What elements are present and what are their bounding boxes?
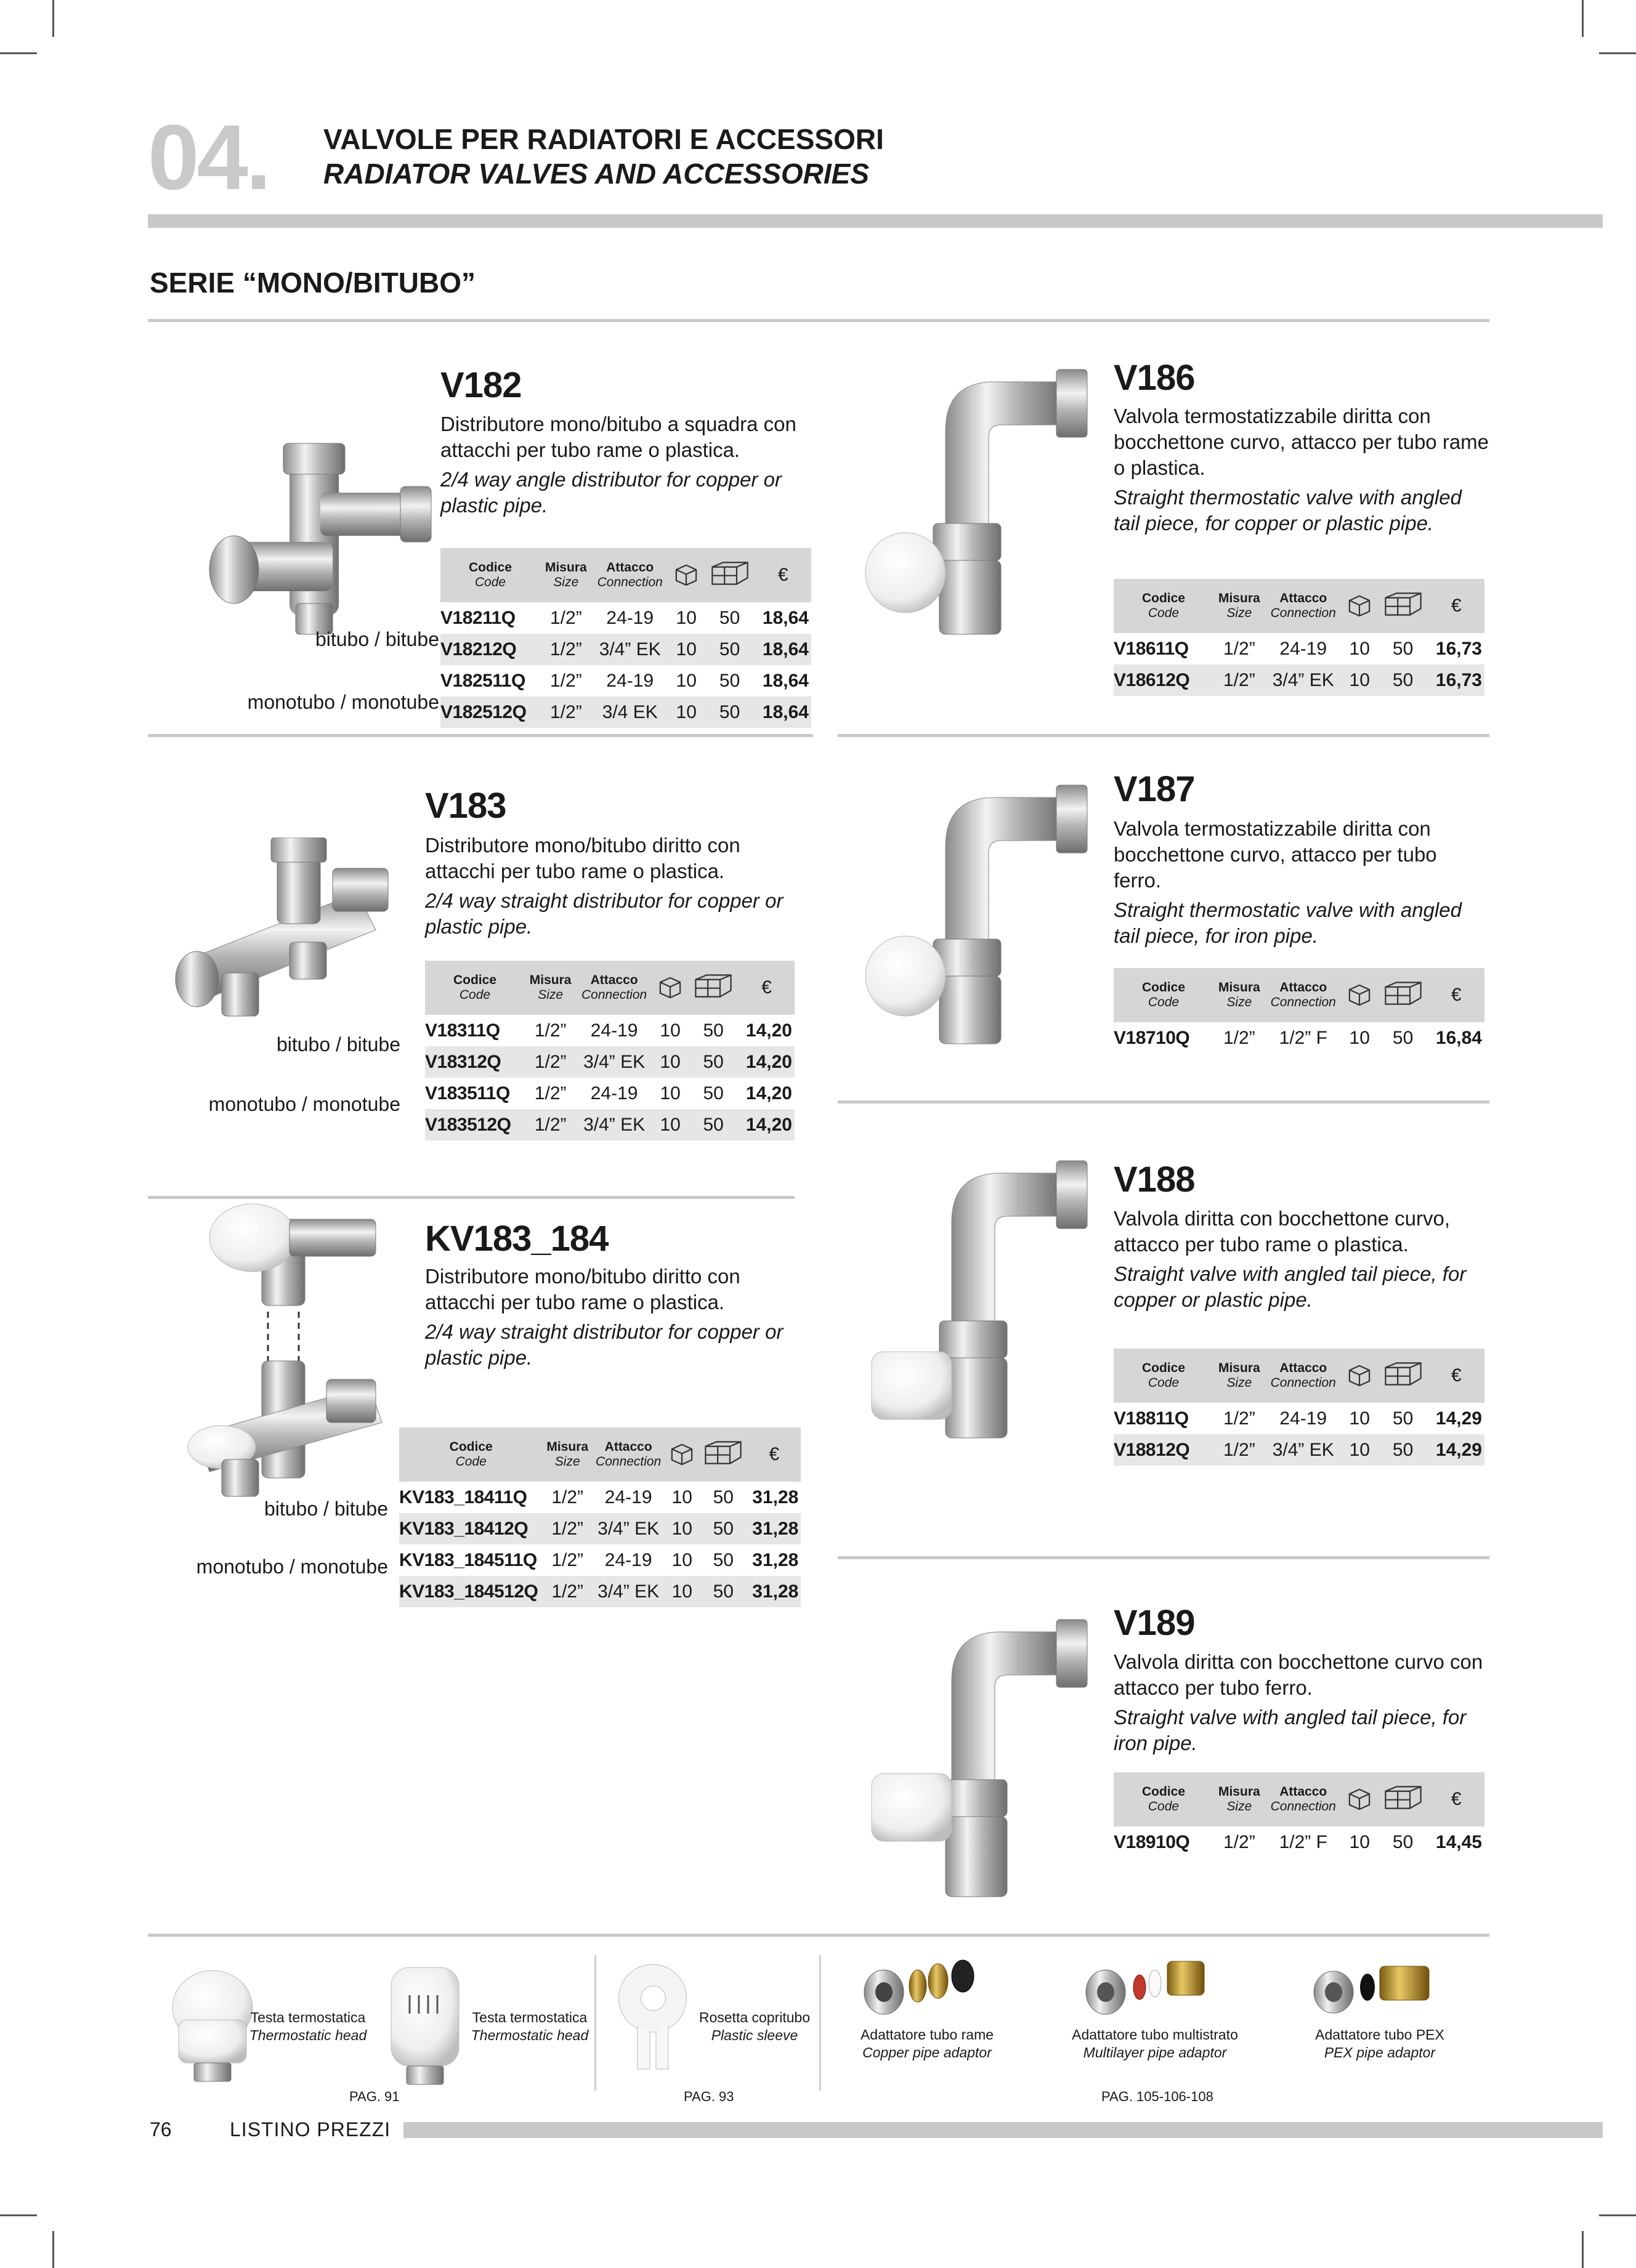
crop-mark bbox=[0, 2214, 37, 2216]
v189-description bbox=[1114, 1649, 1489, 1756]
header-bar bbox=[148, 214, 1603, 228]
thermostatic-head-image bbox=[385, 1961, 465, 2091]
large-box-icon bbox=[703, 1439, 743, 1466]
crop-mark bbox=[1582, 2231, 1584, 2268]
v187-description bbox=[1114, 816, 1489, 949]
section-divider bbox=[148, 734, 813, 737]
v188-desc-it: Valvola diritta con bocchettone curvo, attacco per tubo rame o plastica. bbox=[1114, 1207, 1451, 1256]
chapter-title bbox=[323, 122, 884, 191]
large-box-icon bbox=[1383, 591, 1423, 618]
footer-bar bbox=[403, 2122, 1603, 2138]
table-row: V18710Q 1/2” 1/2” F 10 50 16,84 bbox=[1114, 1027, 1482, 1048]
kv183-desc-en: 2/4 way straight distributor for copper or plastic pipe. bbox=[425, 1320, 784, 1369]
kv183-description bbox=[425, 1264, 807, 1371]
table-row: V183512Q 1/2” 3/4” EK 10 50 14,20 bbox=[425, 1109, 795, 1140]
section-divider bbox=[148, 319, 1489, 322]
chapter-title-en: RADIATOR VALVES AND ACCESSORIES bbox=[323, 158, 870, 190]
crop-mark bbox=[1582, 0, 1584, 37]
v188-product-image bbox=[865, 1142, 1099, 1450]
v182-title: V182 bbox=[440, 365, 522, 405]
v183-desc-it: Distributore mono/bitubo diritto con attacchi per tubo rame o plastica. bbox=[425, 834, 740, 882]
v188-title: V188 bbox=[1114, 1160, 1195, 1200]
accessory-caption: Adattatore tubo multistrato Multilayer pipe adaptor bbox=[1072, 2027, 1238, 2060]
v189-desc-en: Straight valve with angled tail piece, for iron pipe. bbox=[1114, 1706, 1467, 1754]
page-reference: PAG. 105-106-108 bbox=[1101, 2089, 1213, 2104]
table-row: V18211Q 1/2” 24-19 10 50 18,64 bbox=[440, 607, 809, 628]
large-box-icon bbox=[1383, 980, 1423, 1007]
v189-title: V189 bbox=[1114, 1603, 1195, 1643]
v188-price-table: Codice Code Misura Size Attacco Connection € V18811Q 1/2” 24-19 10 50 14,29 V18812Q 1/2” 3/4” EK 10 50 14,29 bbox=[1114, 1349, 1484, 1466]
page-number: 76 bbox=[150, 2118, 172, 2141]
v186-desc-it: Valvola termostatizzabile diritta con bocchettone curvo, attacco per tubo rame o plastica. bbox=[1114, 405, 1489, 479]
v183-product-image bbox=[172, 837, 419, 1022]
v182-desc-it: Distributore mono/bitubo a squadra con attacchi per tubo rame o plastica. bbox=[440, 413, 796, 461]
page-reference: PAG. 91 bbox=[349, 2089, 400, 2104]
v186-title: V186 bbox=[1114, 358, 1195, 398]
small-box-icon bbox=[673, 560, 700, 587]
v186-product-image bbox=[859, 357, 1093, 640]
v186-desc-en: Straight thermostatic valve with angled tail piece, for copper or plastic pipe. bbox=[1114, 486, 1462, 535]
table-row: V18312Q 1/2” 3/4” EK 10 50 14,20 bbox=[425, 1046, 795, 1078]
section-divider bbox=[838, 1100, 1489, 1104]
v187-title: V187 bbox=[1114, 769, 1195, 809]
accessory-caption: Adattatore tubo rame Copper pipe adaptor bbox=[860, 2027, 994, 2060]
small-box-icon bbox=[1346, 980, 1373, 1007]
accessory-caption: Adattatore tubo PEX PEX pipe adaptor bbox=[1315, 2027, 1444, 2060]
accessory-caption: Rosetta copritubo Plastic sleeve bbox=[699, 2009, 811, 2043]
table-row: KV183_184512Q 1/2” 3/4” EK 10 50 31,28 bbox=[399, 1576, 801, 1607]
v183-price-table: Codice Code Misura Size Attacco Connection € V18311Q 1/2” 24-19 10 50 14,20 V18312Q 1/2” 3/4” EK 10 50 14,20 V183511Q 1/2” 24-19 10 50 14,20 V183512Q 1/2” 3/4” EK 10 50 14,20 bbox=[425, 961, 795, 1140]
page-reference: PAG. 93 bbox=[684, 2089, 734, 2104]
chapter-title-it: VALVOLE PER RADIATORI E ACCESSORI bbox=[323, 123, 884, 155]
kv183-label-monotubo: monotubo / monotube bbox=[196, 1556, 388, 1578]
multilayer-pipe-adaptor-image bbox=[1081, 1949, 1217, 2017]
small-box-icon bbox=[1346, 1360, 1373, 1387]
table-row: KV183_184511Q 1/2” 24-19 10 50 31,28 bbox=[399, 1549, 799, 1570]
table-row: V183511Q 1/2” 24-19 10 50 14,20 bbox=[425, 1083, 792, 1104]
copper-pipe-adaptor-image bbox=[859, 1949, 982, 2017]
v187-desc-en: Straight thermostatic valve with angled tail piece, for iron pipe. bbox=[1114, 898, 1462, 947]
pex-pipe-adaptor-image bbox=[1309, 1955, 1444, 2017]
v182-desc-en: 2/4 way angle distributor for copper or plastic pipe. bbox=[440, 468, 782, 517]
v183-label-monotubo: monotubo / monotube bbox=[208, 1093, 400, 1115]
table-row: V18611Q 1/2” 24-19 10 50 16,73 bbox=[1114, 638, 1482, 659]
v182-price-table: Codice Code Misura Size Attacco Connection € V18211Q 1/2” 24-19 10 50 18,64 V18212Q 1/2” 3/4” EK 10 50 18,64 V182511Q 1/2” 24-19 10 50 18,64 V182512Q 1/2” 3/4 EK 10 50 18,64 bbox=[440, 548, 811, 728]
kv183-product-image bbox=[185, 1201, 388, 1509]
section-divider bbox=[838, 1556, 1489, 1559]
section-divider bbox=[148, 1934, 1489, 1937]
small-box-icon bbox=[1346, 1784, 1373, 1811]
chapter-number: 04. bbox=[148, 105, 269, 209]
small-box-icon bbox=[1346, 591, 1373, 618]
table-row: V18311Q 1/2” 24-19 10 50 14,20 bbox=[425, 1020, 792, 1041]
v189-desc-it: Valvola diritta con bocchettone curvo con attacco per tubo ferro. bbox=[1114, 1650, 1483, 1699]
v183-title: V183 bbox=[425, 786, 506, 826]
v182-label-monotubo: monotubo / monotube bbox=[247, 691, 439, 713]
table-row: V18910Q 1/2” 1/2” F 10 50 14,45 bbox=[1114, 1831, 1482, 1852]
accessory-caption: Testa termostatica Thermostatic head bbox=[471, 2009, 589, 2043]
footer-label: LISTINO PREZZI bbox=[230, 2118, 391, 2141]
v189-product-image bbox=[865, 1601, 1099, 1909]
table-row: V182512Q 1/2” 3/4 EK 10 50 18,64 bbox=[440, 696, 811, 728]
table-row: V18811Q 1/2” 24-19 10 50 14,29 bbox=[1114, 1408, 1482, 1429]
plastic-sleeve-image bbox=[613, 1958, 693, 2075]
v182-label-bitubo: bitubo / bitube bbox=[315, 628, 439, 650]
kv183-label-bitubo: bitubo / bitube bbox=[264, 1498, 388, 1520]
table-row: V18612Q 1/2” 3/4” EK 10 50 16,73 bbox=[1114, 664, 1484, 696]
section-divider bbox=[148, 1196, 795, 1199]
v188-desc-en: Straight valve with angled tail piece, for copper or plastic pipe. bbox=[1114, 1262, 1467, 1311]
section-divider bbox=[838, 734, 1489, 737]
crop-mark bbox=[0, 52, 37, 54]
crop-mark bbox=[52, 2231, 54, 2268]
kv183-price-table: Codice Code Misura Size Attacco Connection € KV183_18411Q 1/2” 24-19 10 50 31,28 KV183_18412Q 1/2” 3/4” EK 10 50 31,28 KV183_184511Q 1/2” 24-19 10 50 31,28 KV183_184512Q 1/2” 3/4” EK 10 50 31,28 bbox=[399, 1427, 801, 1607]
kv183-title: KV183_184 bbox=[425, 1219, 609, 1259]
v186-description bbox=[1114, 403, 1489, 536]
accessory-separator bbox=[819, 1955, 821, 2091]
table-row: V18812Q 1/2” 3/4” EK 10 50 14,29 bbox=[1114, 1434, 1484, 1466]
v183-label-bitubo: bitubo / bitube bbox=[276, 1033, 400, 1055]
kv183-desc-it: Distributore mono/bitubo diritto con attacchi per tubo rame o plastica. bbox=[425, 1265, 740, 1314]
large-box-icon bbox=[693, 972, 734, 999]
accessory-caption: Testa termostatica Thermostatic head bbox=[249, 2009, 367, 2043]
v187-price-table: Codice Code Misura Size Attacco Connection € V18710Q 1/2” 1/2” F 10 50 16,84 bbox=[1114, 968, 1484, 1054]
table-row: V18212Q 1/2” 3/4” EK 10 50 18,64 bbox=[440, 634, 811, 665]
v187-product-image bbox=[859, 773, 1093, 1056]
table-row: KV183_18411Q 1/2” 24-19 10 50 31,28 bbox=[399, 1487, 799, 1507]
table-row: V182511Q 1/2” 24-19 10 50 18,64 bbox=[440, 670, 809, 691]
series-title: SERIE “MONO/BITUBO” bbox=[150, 267, 476, 299]
small-box-icon bbox=[657, 972, 684, 999]
large-box-icon bbox=[1383, 1360, 1423, 1387]
v182-description bbox=[440, 411, 810, 519]
crop-mark bbox=[1599, 2214, 1636, 2216]
crop-mark bbox=[1599, 52, 1636, 54]
small-box-icon bbox=[668, 1439, 695, 1466]
large-box-icon bbox=[1383, 1784, 1423, 1811]
large-box-icon bbox=[710, 560, 750, 587]
v187-desc-it: Valvola termostatizzabile diritta con bocchettone curvo, attacco per tubo ferro. bbox=[1114, 817, 1437, 892]
v183-description bbox=[425, 833, 807, 940]
crop-mark bbox=[52, 0, 54, 37]
v183-desc-en: 2/4 way straight distributor for copper or plastic pipe. bbox=[425, 889, 784, 938]
v188-description bbox=[1114, 1206, 1489, 1313]
table-row: KV183_18412Q 1/2” 3/4” EK 10 50 31,28 bbox=[399, 1513, 801, 1544]
v189-price-table: Codice Code Misura Size Attacco Connection € V18910Q 1/2” 1/2” F 10 50 14,45 bbox=[1114, 1772, 1484, 1858]
v186-price-table: Codice Code Misura Size Attacco Connection € V18611Q 1/2” 24-19 10 50 16,73 V18612Q 1/2” 3/4” EK 10 50 16,73 bbox=[1114, 579, 1484, 696]
